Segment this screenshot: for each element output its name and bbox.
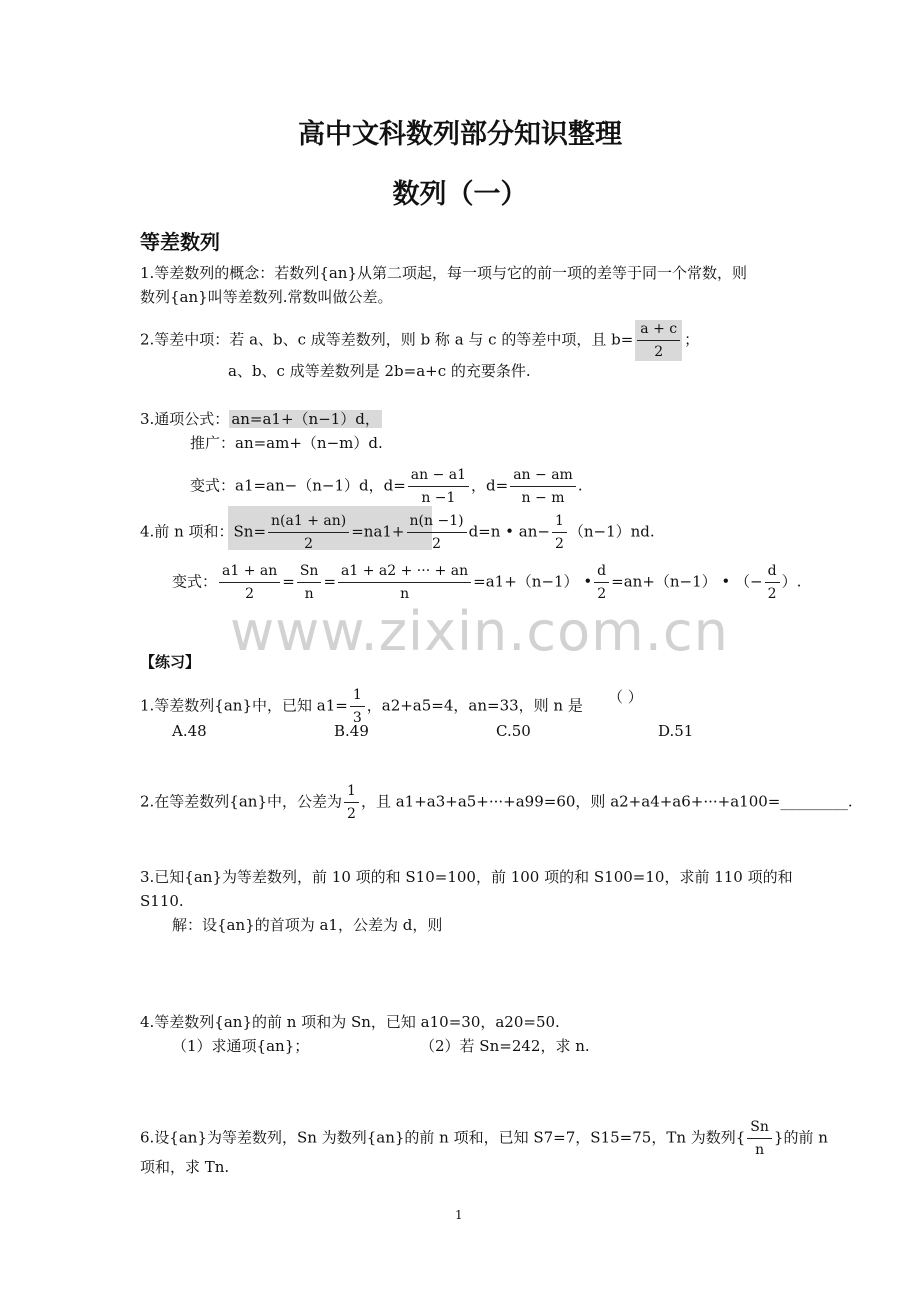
frac-den: 2 xyxy=(654,344,664,360)
q1-option-a: A.48 xyxy=(172,722,207,740)
frac-num: 1 xyxy=(344,782,359,803)
sum-fraction-3 xyxy=(552,512,567,553)
q1-answer-parens: （ ） xyxy=(608,688,643,706)
frac-den: 2 xyxy=(767,586,777,602)
q1-fraction xyxy=(350,686,365,727)
page-subtitle: 数列（一） xyxy=(392,179,528,210)
general-term-line xyxy=(140,408,382,430)
sum-label: 4.前 n 项和：Sn= xyxy=(140,522,267,541)
frac-num: 1 xyxy=(552,512,567,533)
var-end: ）. xyxy=(781,572,802,591)
q2-fraction xyxy=(344,782,359,823)
var-mid2: =an+（n−1） • （− xyxy=(611,572,763,591)
variant-fraction-1 xyxy=(408,466,469,507)
question-3-line-2: S110. xyxy=(140,892,184,910)
frac-den: 3 xyxy=(352,710,362,726)
frac-den: n xyxy=(755,1142,765,1158)
frac-den: n − m xyxy=(521,490,565,506)
frac-den: 2 xyxy=(554,536,564,552)
frac-den: 2 xyxy=(347,806,356,822)
var-mid: =a1+（n−1） • xyxy=(473,572,593,591)
frac-den: 2 xyxy=(304,536,314,552)
var-fraction-4 xyxy=(594,562,609,603)
frac-num: n(n −1) xyxy=(407,512,467,533)
var-fraction-5 xyxy=(765,562,780,603)
frac-num: n(a1 + an) xyxy=(268,512,349,533)
q6-fraction xyxy=(747,1118,772,1159)
frac-den: 2 xyxy=(597,586,607,602)
q6-text-b: }的前 n xyxy=(773,1128,828,1147)
q1-option-c: C.50 xyxy=(496,722,531,740)
question-4-line-1: 4.等差数列{an}的前 n 项和为 Sn，已知 a10=30，a20=50. xyxy=(140,1013,560,1031)
q6-text-a: 6.设{an}为等差数列，Sn 为数列{an}的前 n 项和，已知 S7=7，S15=75，Tn 为数列{ xyxy=(140,1128,746,1147)
frac-num: a1 + a2 + ··· + an xyxy=(338,562,471,583)
frac-num: Sn xyxy=(297,562,322,583)
question-6-line-1 xyxy=(140,1118,828,1159)
frac-num: an − a1 xyxy=(408,466,469,487)
frac-den: n xyxy=(400,586,410,602)
question-6-line-2: 项和，求 Tn. xyxy=(140,1158,230,1176)
frac-num: a1 + an xyxy=(219,562,280,583)
frac-num: a + c xyxy=(637,320,680,341)
var-fraction-3 xyxy=(338,562,471,603)
q2-text-b: ，且 a1+a3+a5+···+a99=60，则 a2+a4+a6+···+a100=_________. xyxy=(360,792,853,811)
var-label: 变式： xyxy=(172,572,218,591)
general-term-extension: 推广：an=am+（n−m）d. xyxy=(190,434,383,452)
frac-den: 2 xyxy=(245,586,255,602)
frac-num: an − am xyxy=(510,466,576,487)
var-fraction-1 xyxy=(219,562,280,603)
question-4-part-1: （1）求通项{an}； xyxy=(172,1037,310,1055)
question-4-part-2: （2）若 Sn=242，求 n. xyxy=(420,1037,590,1055)
frac-den: n −1 xyxy=(421,490,456,506)
middle-term-condition: a、b、c 成等差数列是 2b=a+c 的充要条件. xyxy=(228,362,531,380)
section-heading: 等差数列 xyxy=(140,230,220,254)
middle-term-fraction xyxy=(635,320,682,361)
concept-line-1: 1.等差数列的概念：若数列{an}从第二项起，每一项与它的前一项的差等于同一个常数，则 xyxy=(140,264,748,282)
sum-fraction-1 xyxy=(268,512,349,553)
practice-heading: 【练习】 xyxy=(140,653,201,671)
q1-text-b: ，a2+a5=4，an=33，则 n 是 xyxy=(366,696,583,715)
variant-text-a: 变式：a1=an−（n−1）d，d= xyxy=(190,476,406,495)
variant-text-b: ，d= xyxy=(471,476,509,495)
general-term-variants: 变式：a1=an−（n−1）d，d= $\frac{an - a1}{n -1}$ ，d= $\frac{an - am}{n - m}$ . xyxy=(190,467,583,506)
sum-end: （n−1）nd. xyxy=(568,522,655,541)
middle-term-line: 2.等差中项：若 a、b、c 成等差数列，则 b 称 a 与 c 的等差中项，且 b= $\frac{a + c}{2}$ ； xyxy=(140,321,700,360)
frac-num: Sn xyxy=(747,1118,772,1139)
general-term-label: 3.通项公式： xyxy=(140,410,230,428)
q2-text-a: 2.在等差数列{an}中，公差为 xyxy=(140,792,343,811)
frac-den: n xyxy=(304,586,314,602)
page-title: 高中文科数列部分知识整理 xyxy=(298,119,622,150)
sum-variant-line: 变式： $\frac{a1 + an}{2}$ = $\frac{Sn}{n}$ = $\frac{a1 + a2 + \cdot\cdot\cdot + an}{n}$ =a1+（n−1） • $\frac{d}{2}$ =an+（n−1） • （− $\frac{d}{2}$ ）. xyxy=(172,563,802,602)
page-number: 1 xyxy=(455,1208,463,1222)
middle-term-text: 2.等差中项：若 a、b、c 成等差数列，则 b 称 a 与 c 的等差中项，且 b= xyxy=(140,330,634,349)
variant-fraction-2 xyxy=(510,466,576,507)
frac-num: d xyxy=(594,562,609,583)
sum-fraction-2 xyxy=(407,512,467,553)
frac-num: 1 xyxy=(350,686,365,707)
q1-option-b: B.49 xyxy=(334,722,369,740)
watermark: www.zixin.com.cn xyxy=(230,600,729,663)
question-3-line-1: 3.已知{an}为等差数列，前 10 项的和 S10=100，前 100 项的和 S100=10，求前 110 项的和 xyxy=(140,868,793,886)
question-1 xyxy=(140,686,583,727)
frac-den: 2 xyxy=(432,536,441,552)
q1-option-d: D.51 xyxy=(658,722,694,740)
question-2 xyxy=(140,782,853,823)
question-3-solution: 解：设{an}的首项为 a1，公差为 d，则 xyxy=(172,916,443,934)
sum-mid: =na1+ xyxy=(351,522,405,541)
var-fraction-2 xyxy=(297,562,322,603)
concept-line-2: 数列{an}叫等差数列.常数叫做公差。 xyxy=(140,288,393,306)
frac-num: d xyxy=(765,562,780,583)
sum-formula-line xyxy=(140,512,655,553)
q1-text-a: 1.等差数列{an}中，已知 a1= xyxy=(140,696,348,715)
sum-tail: d=n • an− xyxy=(468,522,550,541)
general-term-formula: an=a1+（n−1）d， xyxy=(231,410,380,428)
